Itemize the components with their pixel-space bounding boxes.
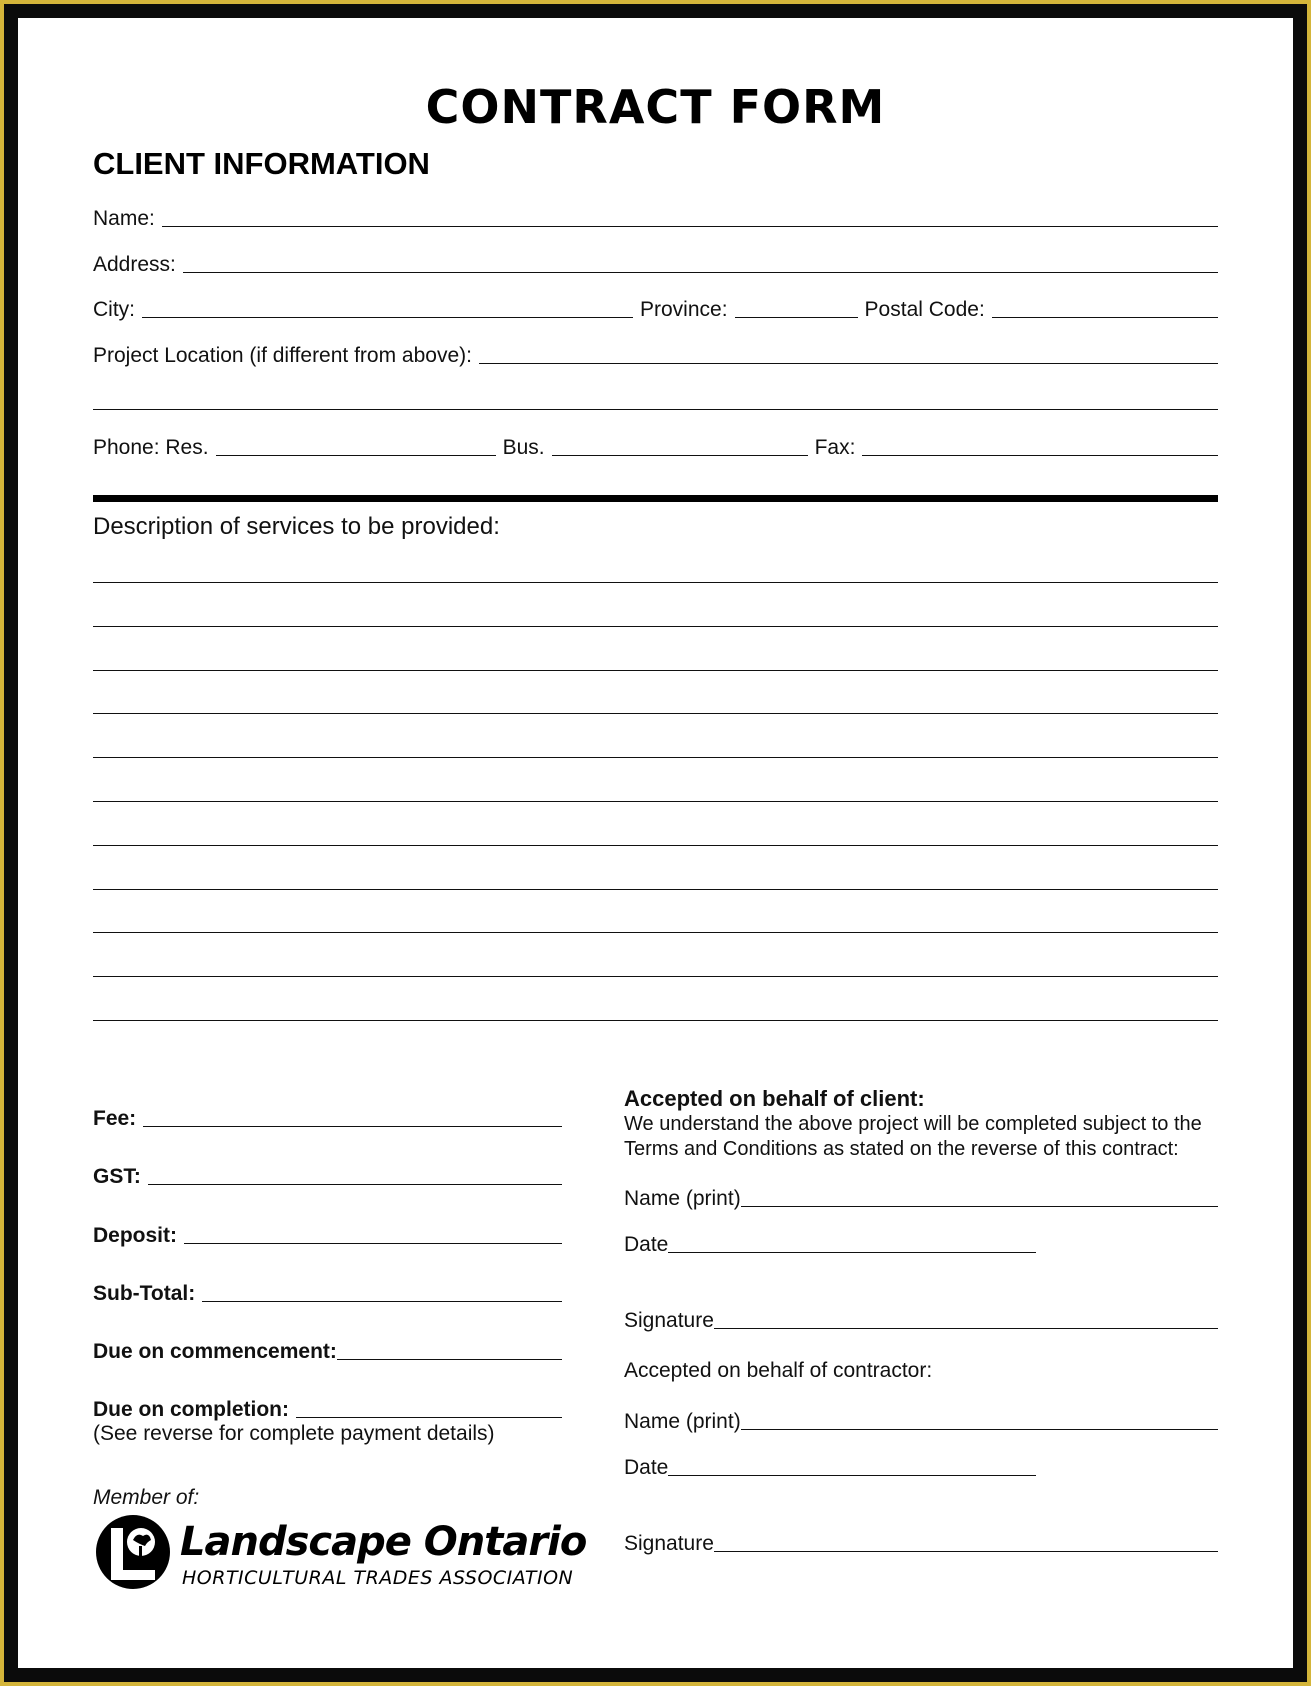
subtotal-label: Sub-Total: [93,1282,196,1305]
fee-field[interactable] [143,1125,562,1127]
gst-field[interactable] [148,1183,562,1185]
description-line[interactable] [93,582,1218,583]
description-line[interactable] [93,757,1218,758]
name-row [93,203,1218,233]
contractor-signature-label: Signature [624,1532,714,1555]
city-label: City: [93,298,135,321]
contractor-name-field[interactable] [741,1428,1218,1430]
client-info-heading: CLIENT INFORMATION [93,146,430,181]
payment-note: (See reverse for complete payment details) [93,1422,495,1445]
deposit-field[interactable] [184,1242,562,1244]
description-line[interactable] [93,889,1218,890]
contractor-name-label: Name (print) [624,1410,741,1433]
deposit-label: Deposit: [93,1224,177,1247]
client-signature-label: Signature [624,1309,714,1332]
address-row [93,249,1218,279]
description-line[interactable] [93,845,1218,846]
name-field[interactable] [162,225,1218,227]
postal-code-label: Postal Code: [864,298,985,321]
project-location-label: Project Location (if different from above): [93,344,472,367]
member-of-label: Member of: [93,1486,200,1509]
contractor-signature-field[interactable] [714,1550,1218,1552]
gst-row [93,1161,562,1191]
contractor-date-label: Date [624,1456,669,1479]
description-line[interactable] [93,976,1218,977]
province-label: Province: [640,298,728,321]
contractor-date-field[interactable] [668,1474,1036,1476]
bus-field[interactable] [552,454,808,456]
address-field[interactable] [183,271,1218,273]
address-label: Address: [93,253,176,276]
client-acceptance-text-line-2: Terms and Conditions as stated on the reverse of this contract: [624,1138,1179,1160]
city-row [93,294,1218,324]
client-acceptance-text [624,1112,1224,1162]
phone-res-label: Phone: Res. [93,436,209,459]
description-line[interactable] [93,932,1218,933]
fax-label: Fax: [814,436,856,459]
client-date-label: Date [624,1233,669,1256]
project-location-row [93,340,1218,370]
section-divider [93,495,1218,502]
description-line[interactable] [93,713,1218,714]
project-location-row-2 [93,386,1218,416]
subtotal-field[interactable] [202,1300,562,1302]
city-field[interactable] [142,316,633,318]
due-commencement-row [93,1336,562,1366]
due-completion-label: Due on completion: [93,1398,289,1421]
client-name-field[interactable] [741,1205,1218,1207]
description-label: Description of services to be provided: [93,513,500,540]
province-field[interactable] [735,316,858,318]
gst-label: GST: [93,1165,141,1188]
client-signature-field[interactable] [714,1327,1218,1329]
client-signature-row [624,1305,1218,1335]
due-completion-field[interactable] [296,1416,562,1418]
contractor-name-row [624,1406,1218,1436]
form-title: CONTRACT FORM [425,80,886,134]
landscape-ontario-emblem-icon [93,1512,173,1592]
client-date-field[interactable] [668,1251,1036,1253]
due-completion-row [93,1394,562,1424]
description-line[interactable] [93,626,1218,627]
client-acceptance-heading: Accepted on behalf of client: [624,1086,925,1111]
description-line[interactable] [93,801,1218,802]
logo-name: Landscape Ontario [180,1519,587,1565]
description-line[interactable] [93,1020,1218,1021]
contractor-signature-row [624,1528,1218,1558]
client-acceptance-text-line-1: We understand the above project will be completed subject to the [624,1113,1202,1135]
due-commencement-label: Due on commencement: [93,1340,337,1363]
phone-res-field[interactable] [216,454,496,456]
fax-field[interactable] [862,454,1218,456]
phone-row [93,432,1218,462]
logo-tagline: HORTICULTURAL TRADES ASSOCIATION [182,1567,574,1589]
fee-label: Fee: [93,1107,137,1130]
due-commencement-field[interactable] [337,1358,562,1360]
postal-code-field[interactable] [992,316,1218,318]
name-label: Name: [93,207,155,230]
project-location-field-2[interactable] [93,408,1218,410]
deposit-row [93,1220,562,1250]
contractor-date-row [624,1452,1036,1482]
subtotal-row [93,1278,562,1308]
project-location-field[interactable] [479,362,1218,364]
client-date-row [624,1229,1036,1259]
description-line[interactable] [93,670,1218,671]
fee-row [93,1103,562,1133]
contractor-acceptance-heading: Accepted on behalf of contractor: [624,1359,933,1382]
client-name-label: Name (print) [624,1187,741,1210]
client-name-row [624,1183,1218,1213]
bus-label: Bus. [502,436,545,459]
